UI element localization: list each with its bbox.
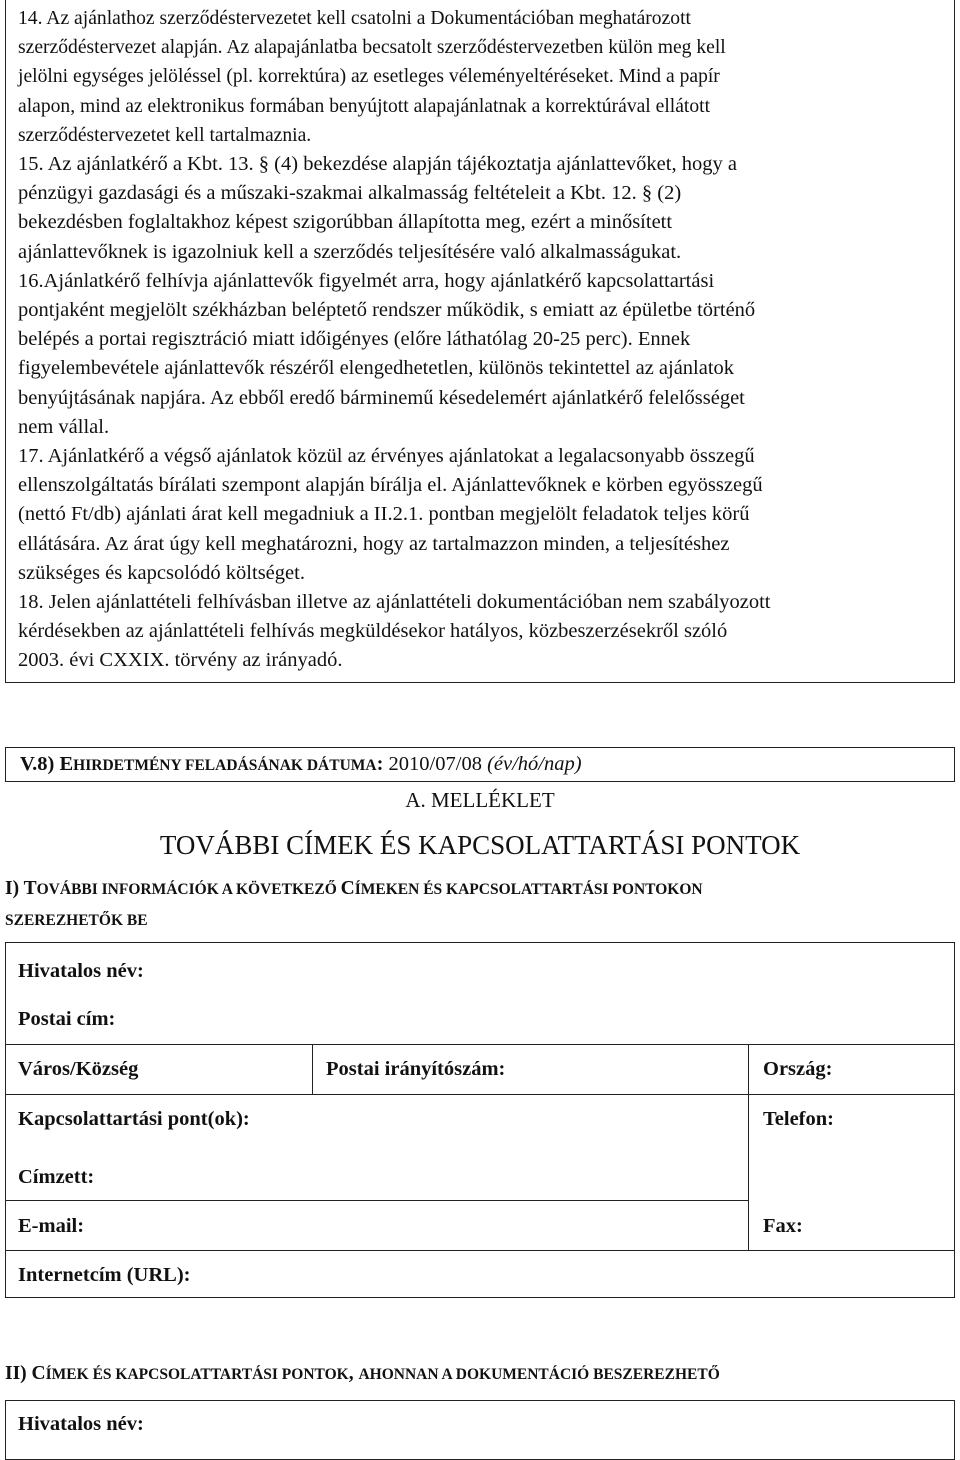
- divider: [6, 1094, 954, 1095]
- section-1-heading: [5, 874, 950, 936]
- official-name-label: Hivatalos név:: [18, 960, 144, 982]
- paragraph-15: [18, 150, 942, 267]
- p16-line: 16.Ajánlatkérő felhívja ajánlattevők figyelmét arra, hogy ajánlatkérő kapcsolattartási: [18, 269, 715, 292]
- contact-point-label: Kapcsolattartási pont(ok):: [18, 1108, 250, 1130]
- section-1-head-part: SZEREZHETŐK BE: [5, 912, 148, 929]
- p17-line: ellátására. Az árat úgy kell meghatározni, hogy az tartalmazzon minden, a teljesítéshez: [18, 532, 730, 555]
- section-1-form: [5, 942, 955, 1298]
- email-label: E-mail:: [18, 1215, 85, 1237]
- p17-line: szükséges és kapcsolódó költséget.: [18, 561, 305, 584]
- divider: [748, 1094, 749, 1250]
- section-1-head-part: I) T: [5, 878, 37, 899]
- p15-line: 15. Az ajánlatkérő a Kbt. 13. § (4) bekezdése alapján tájékoztatja ajánlattevőket, hogy a: [18, 153, 737, 176]
- section-2-head-part: II) C: [5, 1363, 46, 1384]
- country-label: Ország:: [763, 1058, 833, 1080]
- p17-line: (nettó Ft/db) ajánlati árat kell megadniuk a II.2.1. pontban megjelölt feladatok teljes körű: [18, 503, 750, 526]
- section-2-head-part: ,: [348, 1363, 359, 1384]
- section-2-heading: [5, 1359, 950, 1390]
- p16-line: benyújtásának napjára. Az ebből eredő bárminemű késedelemért ajánlatkérő felelősséget: [18, 386, 745, 409]
- p18-line: 18. Jelen ajánlattételi felhívásban illetve az ajánlattételi dokumentációban nem szabályozott: [18, 591, 771, 614]
- paragraph-16: [18, 267, 942, 442]
- date-section-number: V.8) E: [20, 753, 74, 775]
- official-name-label: Hivatalos név:: [18, 1413, 144, 1435]
- section-1-head-part: OVÁBBI INFORMÁCIÓK A KÖVETKEZŐ: [36, 881, 341, 898]
- p14-line: szerződéstervezetet kell tartalmaznia.: [18, 124, 312, 146]
- p14-line: szerződéstervezet alapján. Az alapajánlatba becsatolt szerződéstervezetben külön meg kell: [18, 37, 726, 59]
- city-label: Város/Község: [18, 1058, 139, 1080]
- postal-address-label: Postai cím:: [18, 1008, 116, 1030]
- divider: [6, 1250, 954, 1251]
- p18-line: kérdésekben az ajánlattételi felhívás megküldésekor hatályos, közbeszerzésekről szóló: [18, 620, 728, 643]
- p14-line: 14. Az ajánlathoz szerződéstervezetet kell csatolni a Dokumentációban meghatározott: [18, 8, 691, 29]
- section-1-head-part: C: [340, 878, 355, 899]
- paragraph-17: [18, 442, 942, 588]
- addressee-label: Címzett:: [18, 1166, 95, 1188]
- p16-line: belépés a portai regisztráció miatt időigényes (előre láthatólag 20-25 perc). Ennek: [18, 328, 691, 351]
- p16-line: pontjaként megjelölt székházban beléptető rendszer működik, s emiatt az épületbe történő: [18, 299, 756, 322]
- divider: [312, 1044, 313, 1094]
- annex-subtitle: TOVÁBBI CÍMEK ÉS KAPCSOLATTARTÁSI PONTOK: [159, 830, 801, 860]
- section-2-head-part: ÍMEK ÉS KAPCSOLATTARTÁSI PONTOK: [45, 1366, 349, 1383]
- section-2-head-part: AHONNAN A DOKUMENTÁCIÓ BESZEREZHETŐ: [358, 1366, 720, 1383]
- p15-line: ajánlattevőknek is igazolniuk kell a szerződés teljesítésére való alkalmasságukat.: [18, 240, 682, 263]
- date-colon: :: [376, 753, 384, 775]
- paragraph-18: [18, 588, 942, 676]
- p14-line: alapon, mind az elektronikus formában benyújtott alapajánlatnak a korrektúrával ellátott: [18, 95, 711, 117]
- fax-label: Fax:: [763, 1215, 803, 1237]
- paragraph-14: [18, 4, 942, 150]
- phone-label: Telefon:: [763, 1108, 834, 1130]
- divider: [748, 1044, 749, 1094]
- date-section-title: HIRDETMÉNY FELADÁSÁNAK DÁTUMA: [73, 757, 377, 774]
- p17-line: 17. Ajánlatkérő a végső ajánlatok közül az érvényes ajánlatokat a legalacsonyabb összegű: [18, 445, 755, 468]
- divider: [6, 1200, 748, 1201]
- notice-date-value: 2010/07/08: [388, 753, 482, 775]
- p15-line: pénzügyi gazdasági és a műszaki-szakmai alkalmasság feltételeit a Kbt. 12. § (2): [18, 182, 682, 205]
- p16-line: figyelembevétele ajánlattevők részéről elengedhetetlen, különös tekintettel az ajánlatok: [18, 357, 735, 380]
- p15-line: bekezdésben foglaltakhoz képest szigorúbban állapította meg, ezért a minősített: [18, 211, 673, 234]
- divider: [6, 1044, 954, 1045]
- section-1-head-part: ÍMEKEN ÉS KAPCSOLATTARTÁSI PONTOKON: [354, 881, 703, 898]
- notice-date-row: [5, 747, 955, 782]
- annex-title: A. MELLÉKLET: [405, 788, 555, 812]
- date-format-hint: (év/hó/nap): [487, 753, 582, 775]
- postcode-label: Postai irányítószám:: [326, 1058, 506, 1080]
- p16-line: nem vállal.: [18, 415, 110, 438]
- section-2-form: [5, 1400, 955, 1460]
- p14-line: jelölni egységes jelöléssel (pl. korrektúra) az esetleges véleményeltéréseket. Mind a papír: [18, 66, 720, 88]
- url-label: Internetcím (URL):: [18, 1264, 191, 1286]
- p18-line: 2003. évi CXXIX. törvény az irányadó.: [18, 649, 343, 672]
- conditions-box: [5, 0, 955, 683]
- p17-line: ellenszolgáltatás bírálati szempont alapján bírálja el. Ajánlattevőknek e körben egyösszegű: [18, 474, 763, 497]
